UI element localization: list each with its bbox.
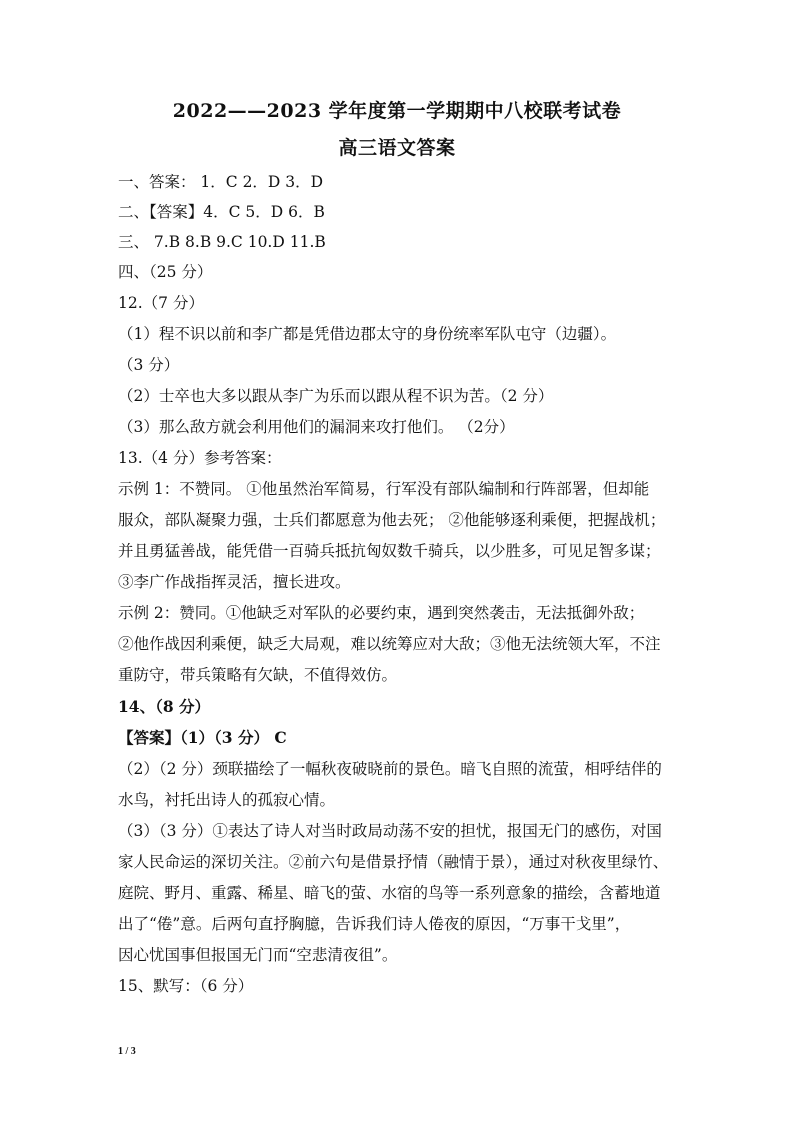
answer-line-q14-1: 【答案】（1）（3 分） C [118,728,287,747]
answer-line-q12-2: （2）士卒也大多以跟从李广为乐而以跟从程不识为苦。（2 分） [118,387,554,405]
answer-line-q13-example1: 服众，部队凝聚力强，士兵们都愿意为他去死； ②他能够逐利乘便，把握战机； [118,511,666,529]
answer-line-section-3: 三、 7.B 8.B 9.C 10.D 11.B [118,233,326,251]
answer-line-section-4: 四、（25 分） [118,263,213,281]
answer-line-q14-3: 出了“倦”意。后两句直抒胸臆，告诉我们诗人倦夜的原因，“万事干戈里”， [118,915,631,933]
answer-line-q14-2: （2）（2 分）颈联描绘了一幅秋夜破晓前的景色。暗飞自照的流萤，相呼结伴的 [118,760,662,778]
answer-line-q14-3: （3）（3 分）①表达了诗人对当时政局动荡不安的担忧，报国无门的感伤，对国 [118,822,662,840]
answer-line-q13-example1: ③李广作战指挥灵活，擅长进攻。 [118,573,351,591]
answer-line-section-1: 一、答案： 1．C 2．D 3．D [118,173,324,191]
answer-line-q13-example1: 并且勇猛善战，能凭借一百骑兵抵抗匈奴数千骑兵，以少胜多，可见足智多谋； [118,542,661,560]
answer-line-q14-3: 庭院、野月、重露、稀星、暗飞的萤、水宿的鸟等一系列意象的描绘，含蓄地道 [118,884,661,902]
page-number: 1 / 3 [118,1046,136,1057]
answer-line-q13-example1: 示例 1：不赞同。 ①他虽然治军简易，行军没有部队编制和行阵部署，但却能 [118,480,650,498]
answer-line-q13-heading: 13.（4 分）参考答案： [118,449,282,467]
page-title: 2022——2023 学年度第一学期期中八校联考试卷 [172,100,622,122]
answer-line-q14-2: 水鸟，衬托出诗人的孤寂心情。 [118,791,336,809]
answer-line-q13-example2: 示例 2：赞同。①他缺乏对军队的必要约束，遇到突然袭击，无法抵御外敌； [118,604,645,622]
answer-line-q12-1-score: （3 分） [118,356,180,374]
answer-line-q13-example2: 重防守，带兵策略有欠缺，不值得效仿。 [118,666,398,684]
answer-line-q13-example2: ②他作战因利乘便，缺乏大局观，难以统筹应对大敌；③他无法统领大军，不注 [118,635,661,653]
page-subtitle: 高三语文答案 [338,137,456,159]
answer-line-q12-1: （1）程不识以前和李广都是凭借边郡太守的身份统率军队屯守（边疆）。 [118,325,617,343]
answer-line-q14-3: 家人民命运的深切关注。②前六句是借景抒情（融情于景），通过对秋夜里绿竹、 [118,853,669,871]
answer-line-q12-heading: 12.（7 分） [118,294,204,312]
answer-line-q12-3: （3）那么敌方就会利用他们的漏洞来攻打他们。 （2分） [118,418,515,436]
answer-line-q15-heading: 15、默写：（6 分） [118,977,254,995]
answer-line-section-2: 二、【答案】4．C 5．D 6．B [118,203,325,221]
answer-line-q14-heading: 14、（8 分） [118,697,211,716]
answer-line-q14-3: 因心忧国事但报国无门而“空悲清夜徂”。 [118,946,398,964]
